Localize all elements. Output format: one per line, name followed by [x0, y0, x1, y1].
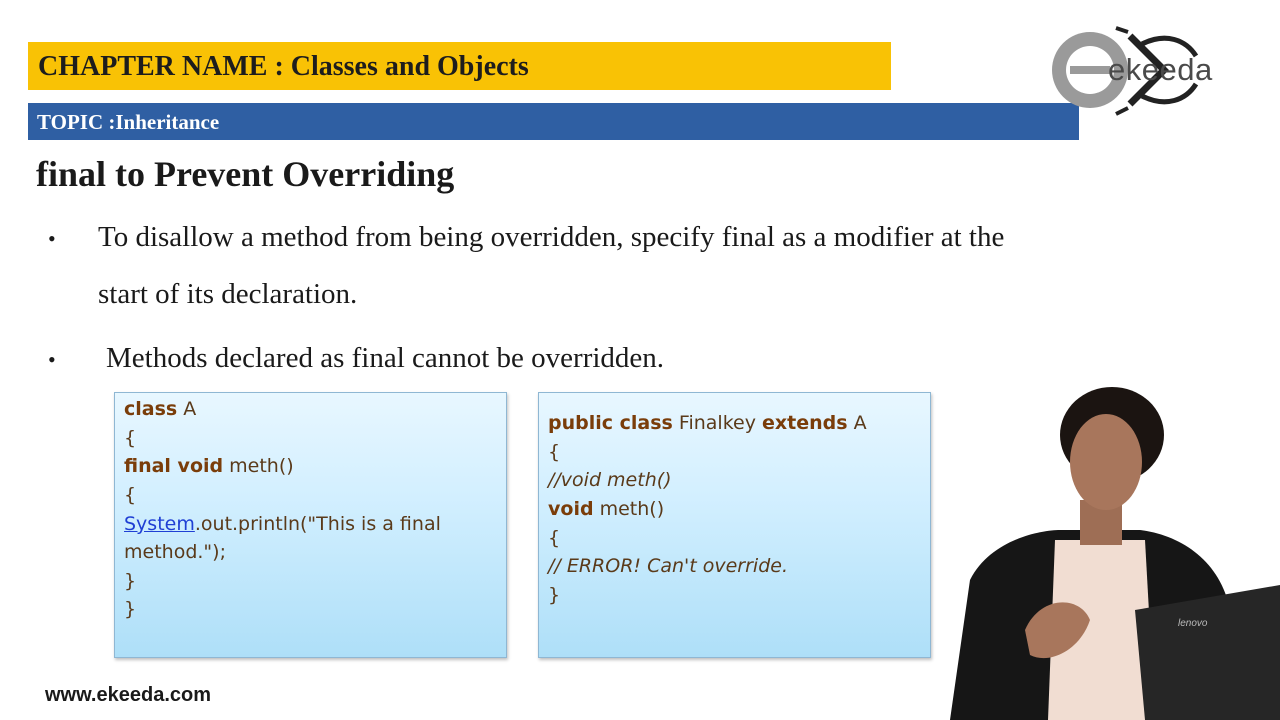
bullet-1-line-2: start of its declaration.: [98, 278, 358, 310]
chapter-title: CHAPTER NAME : Classes and Objects: [38, 51, 529, 82]
bullet-2-line-1: Methods declared as final cannot be overridden.: [106, 342, 665, 374]
code-line: {: [124, 484, 137, 506]
code-line: final void meth(): [124, 455, 294, 477]
bullet-marker: •: [48, 347, 56, 372]
code-line: }: [124, 598, 137, 620]
topic-title: TOPIC :Inheritance: [37, 110, 220, 134]
code-line: {: [124, 427, 137, 449]
code-line: }: [124, 570, 137, 592]
code-line: System.out.println("This is a final: [124, 513, 441, 535]
code-line: method.");: [124, 541, 226, 563]
laptop-brand-label: lenovo: [1178, 618, 1208, 629]
footer-website[interactable]: www.ekeeda.com: [45, 684, 211, 706]
presenter-video: [930, 380, 1280, 720]
code-line: {: [548, 527, 561, 549]
system-link[interactable]: System: [124, 513, 195, 535]
slide-title: final to Prevent Overriding: [36, 154, 455, 194]
bullet-marker: •: [48, 226, 56, 251]
code-comment: // ERROR! Can't override.: [548, 555, 788, 577]
code-comment: //void meth(): [548, 469, 672, 491]
code-line: class A: [124, 398, 197, 420]
code-line: void meth(): [548, 498, 665, 520]
code-line: {: [548, 441, 561, 463]
bullet-1-line-1: To disallow a method from being overridden, specify final as a modifier at the: [98, 221, 1005, 253]
code-line: public class Finalkey extends A: [548, 412, 867, 434]
logo-text: ekeeda: [1108, 52, 1213, 87]
code-line: }: [548, 584, 561, 606]
